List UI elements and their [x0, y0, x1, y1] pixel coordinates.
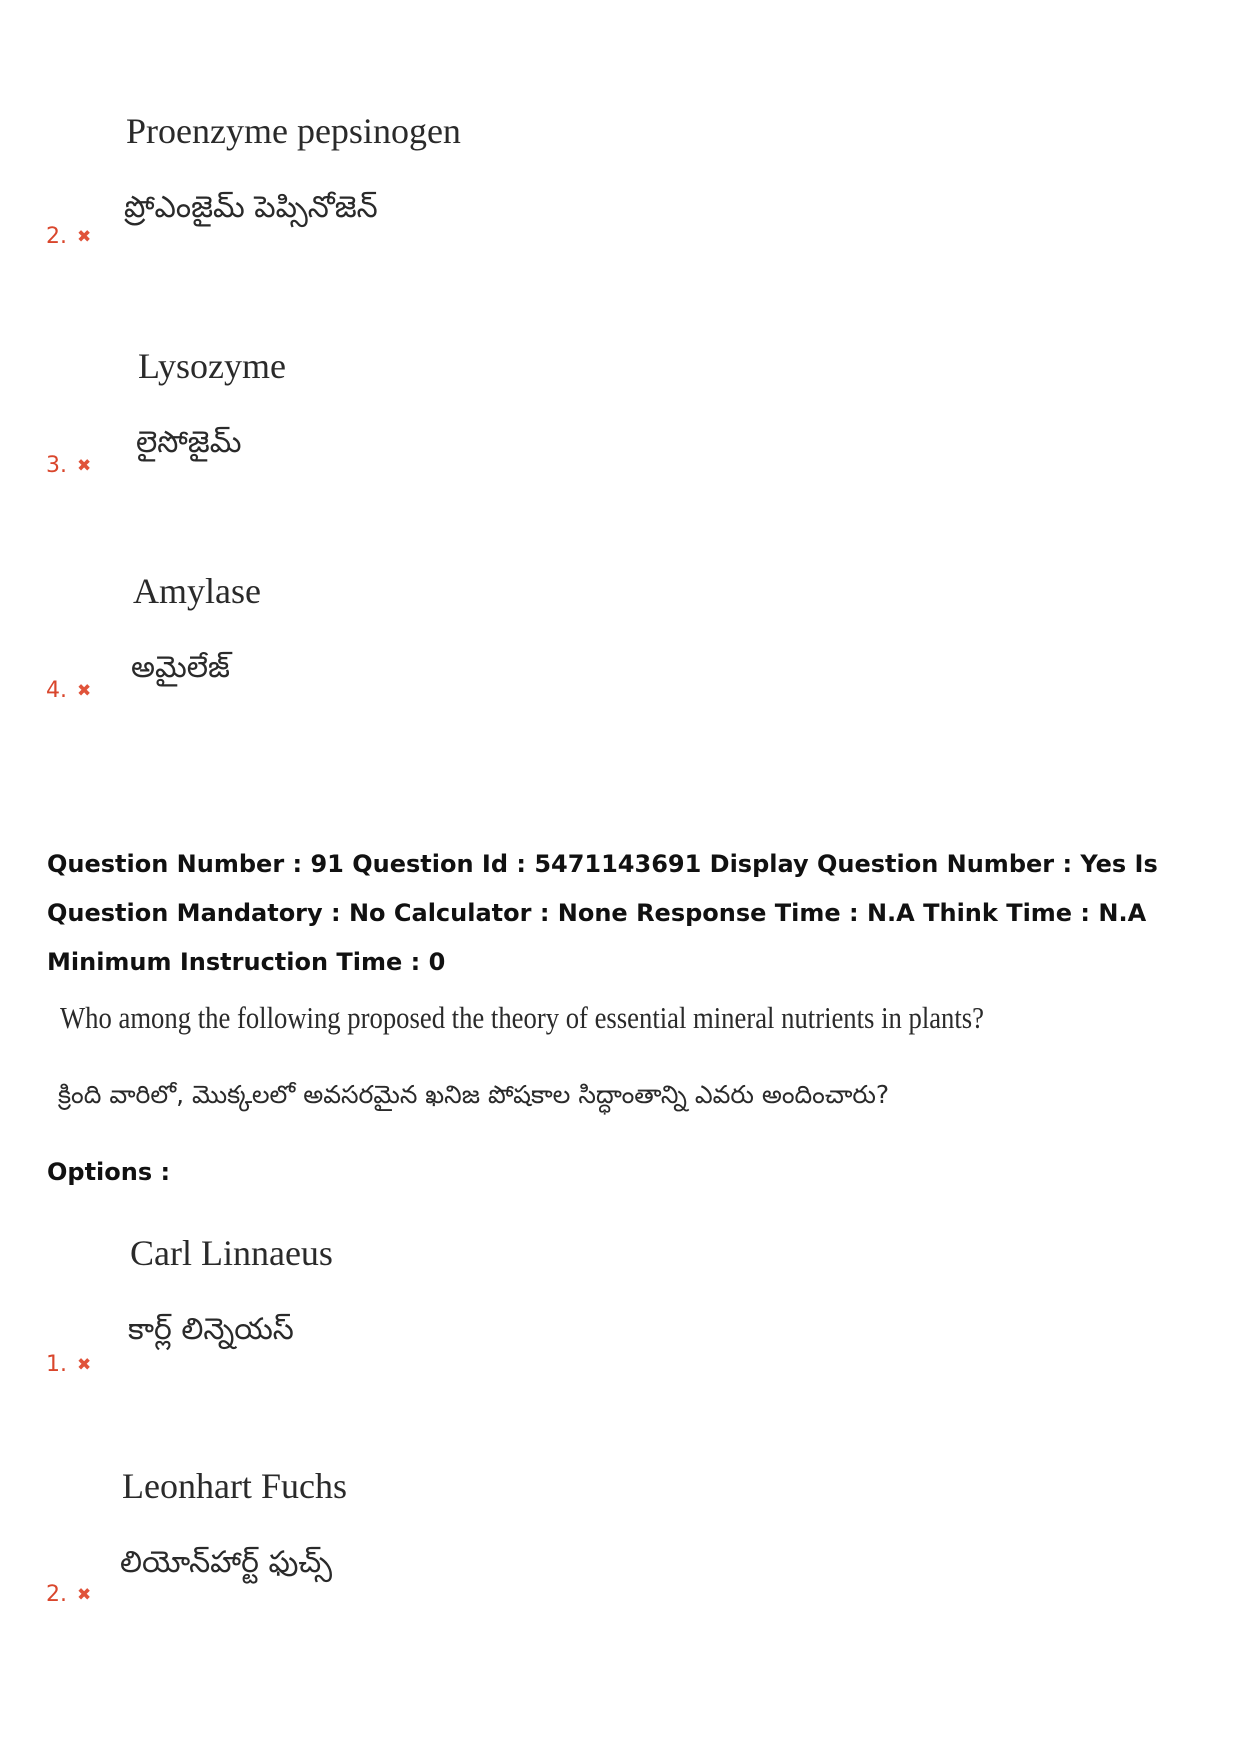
- cross-icon: ✖: [77, 1585, 92, 1605]
- option-text-en: Proenzyme pepsinogen: [126, 111, 461, 151]
- option-number-label: 3.: [46, 453, 67, 478]
- option-text-te: లియోన్‌హార్ట్ ఫుచ్స్: [120, 1545, 333, 1580]
- option-number-label: 1.: [46, 1352, 67, 1377]
- option-number: [46, 224, 91, 249]
- option-text-en: Leonhart Fuchs: [122, 1466, 347, 1506]
- cross-icon: ✖: [77, 1355, 92, 1375]
- option-text-en: Amylase: [133, 571, 261, 611]
- option-text-en: Carl Linnaeus: [130, 1233, 333, 1273]
- cross-icon: ✖: [77, 681, 92, 701]
- option-text-te: అమైలేజ్: [131, 650, 230, 685]
- option-number-label: 2.: [46, 224, 67, 249]
- question-text-te: క్రింది వారిలో, మొక్కలలో అవసరమైన ఖనిజ పోషకాల సిద్ధాంతాన్ని ఎవరు అందించారు?: [58, 1080, 890, 1109]
- option-text-te: లైసోజైమ్: [136, 425, 242, 460]
- question-meta: Question Number : 91 Question Id : 5471143691 Display Question Number : Yes Is Question Mandatory : No Calculator : None Response Time : N.A Think Time : N.A Minimum Instruction Time : 0: [47, 850, 1158, 976]
- option-text-te: ప్రోఎంజైమ్ పెప్సినోజెన్: [124, 190, 378, 225]
- cross-icon: ✖: [77, 456, 92, 476]
- option-number-label: 4.: [46, 678, 67, 703]
- question-text-en: Who among the following proposed the theory of essential mineral nutrients in plants?: [60, 1000, 985, 1035]
- option-number: [46, 1582, 91, 1607]
- options-label: Options :: [47, 1158, 171, 1186]
- option-number: [46, 1352, 91, 1377]
- option-number: [46, 453, 91, 478]
- option-text-en: Lysozyme: [138, 346, 286, 386]
- option-number-label: 2.: [46, 1582, 67, 1607]
- option-text-te: కార్ల్ లిన్నెయస్: [128, 1312, 294, 1347]
- option-number: [46, 678, 91, 703]
- cross-icon: ✖: [77, 227, 92, 247]
